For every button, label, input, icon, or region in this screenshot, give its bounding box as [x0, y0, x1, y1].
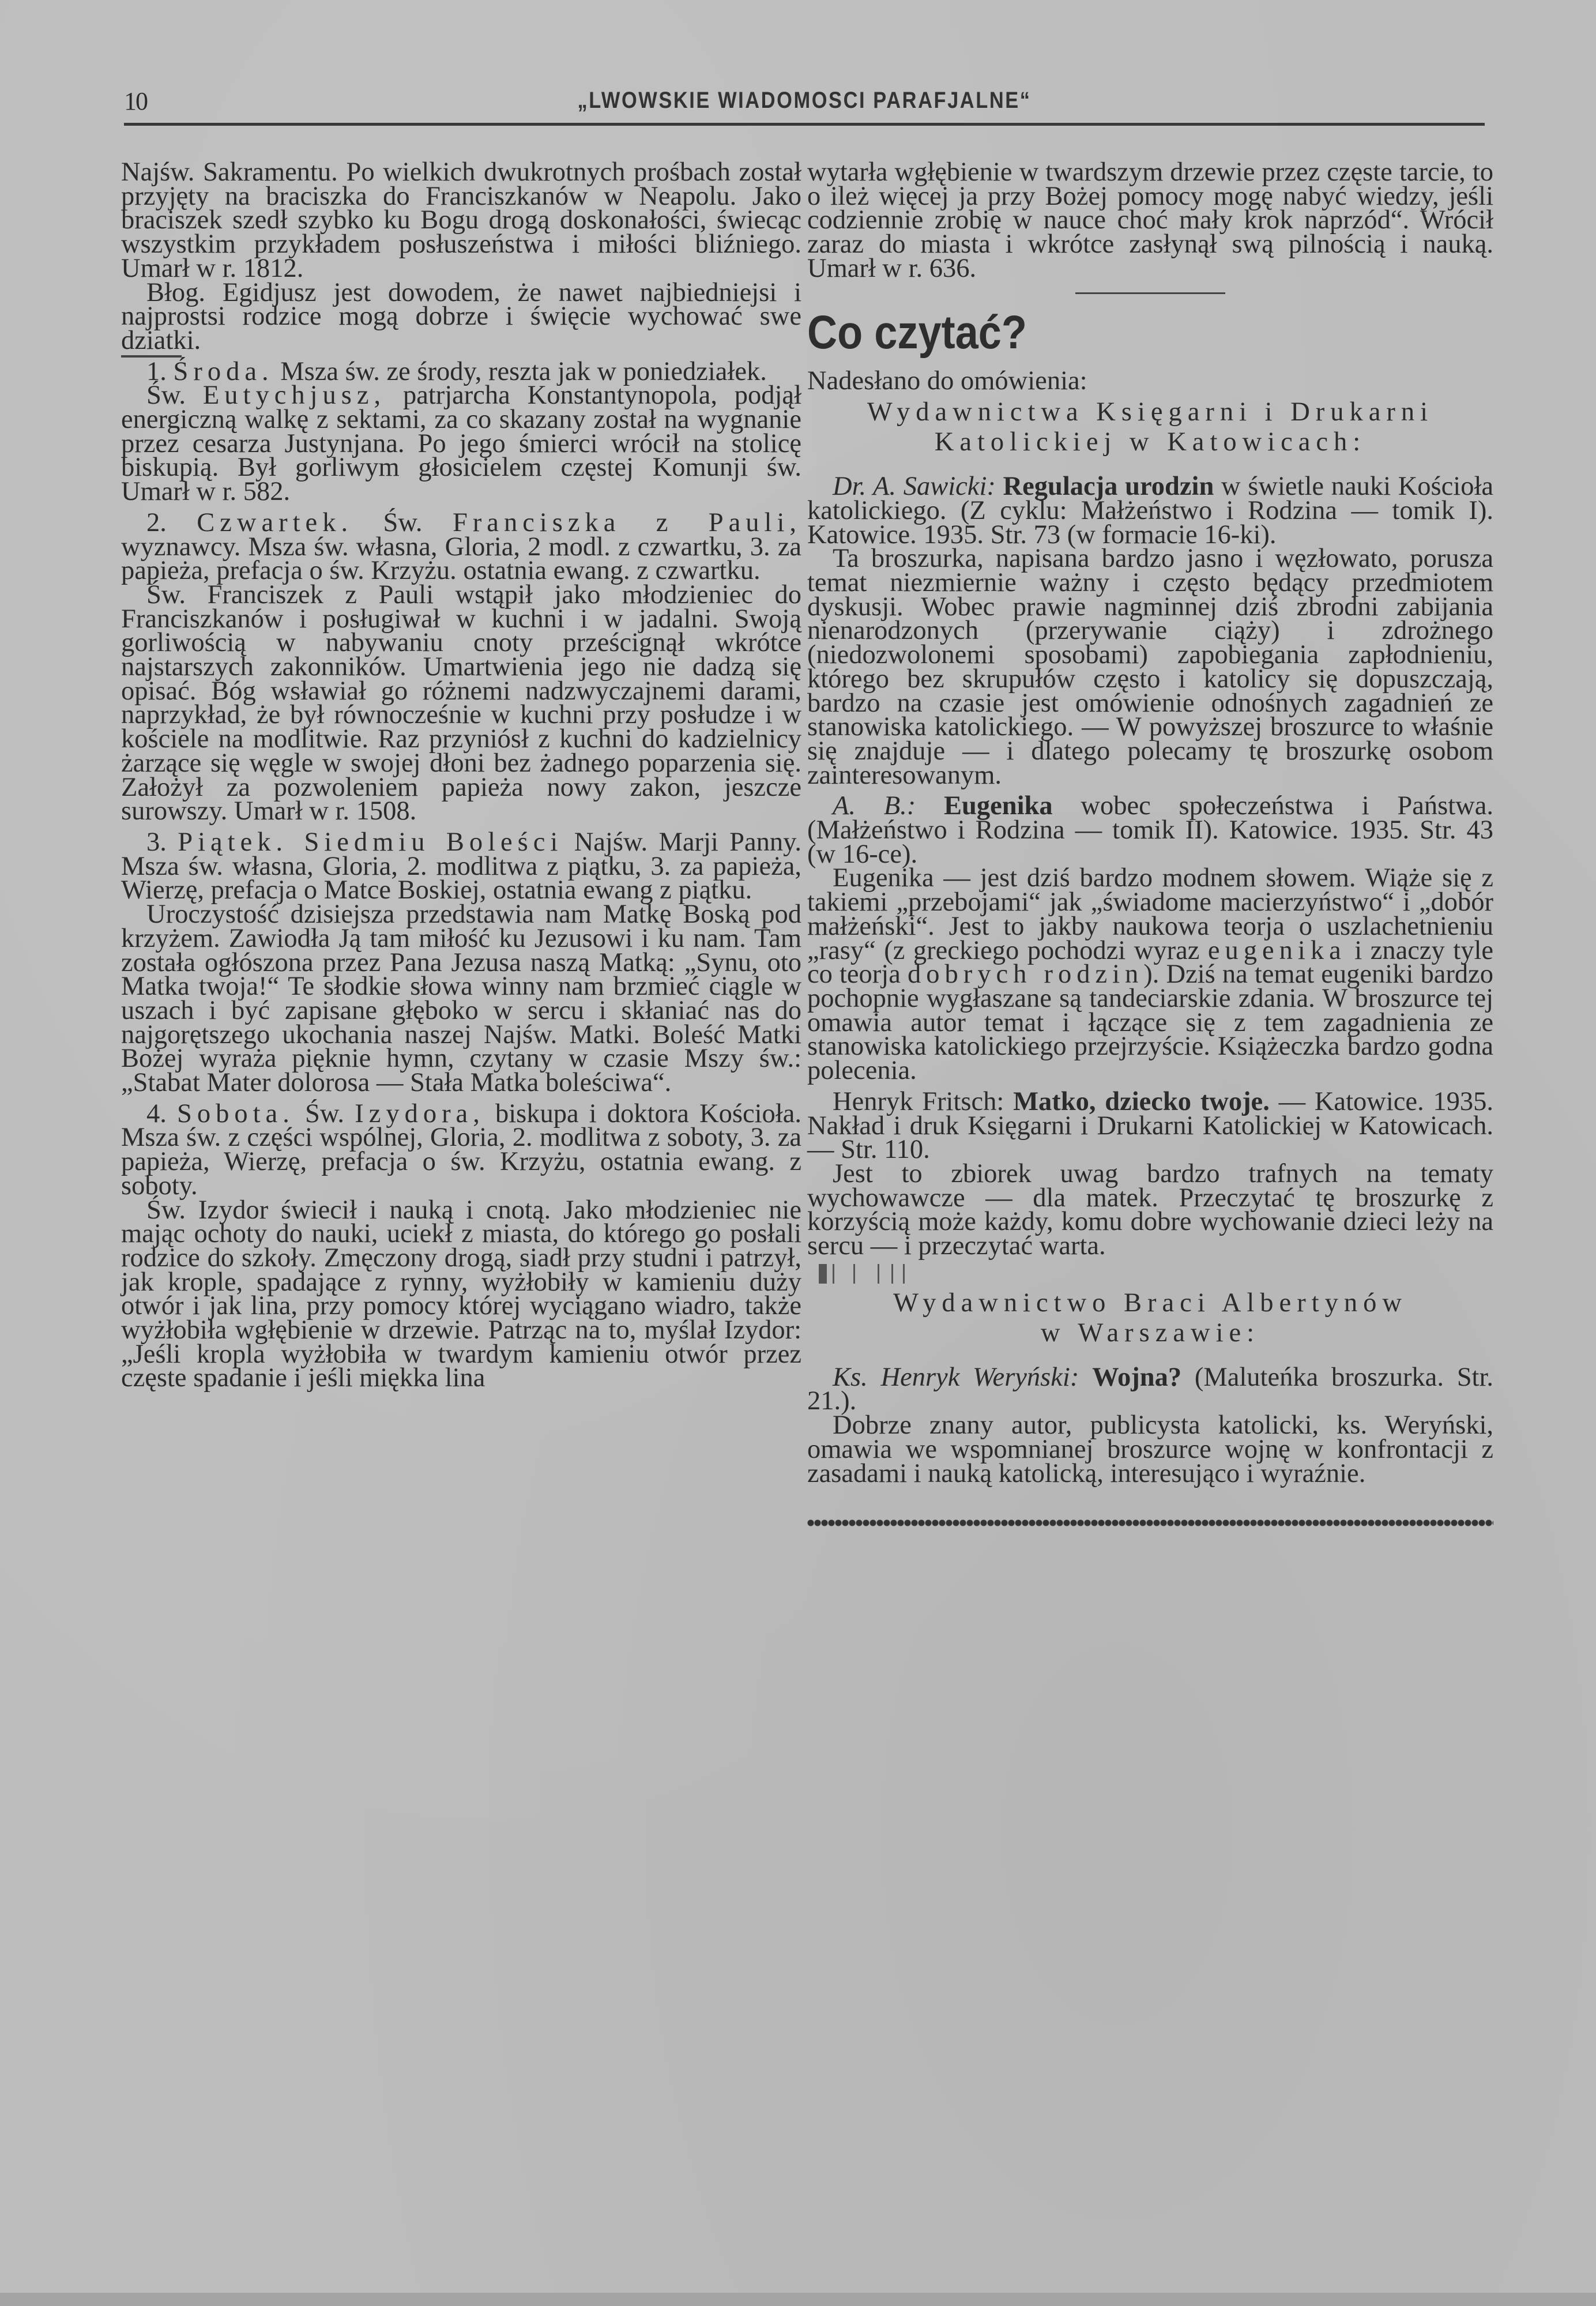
day-liturgy: Najśw. Marji Panny. Msza św. własna, Gloria, 2. modlitwa z piątku, 3. za papieża, Wierzę, prefacja o Matce Boskiej, ostatnia ewang z piątku. [121, 827, 802, 905]
book-title: Regulacja urodzin [1003, 472, 1214, 502]
book-details: — Katowice. 1935. Nakład i druk Księgarni i Drukarni Katolickiej w Katowicach. — Str. 110. [807, 1086, 1494, 1165]
day-number: 1. [146, 356, 167, 386]
day-entry-friday [121, 827, 802, 905]
publisher-name: Wydawnictwo Braci Albertynów [893, 1288, 1407, 1318]
book-title: Eugenika [944, 791, 1053, 821]
book-details: (Maluteńka broszurka. Str. 21.). [807, 1362, 1494, 1416]
submitted-note: Nadesłano do omówienia: [807, 366, 1087, 396]
day-liturgy: wyznawcy. Msza św. własna, Gloria, 2 modl. z czwartku, 3. za papieża, prefacja o św. Krzyżu. ostatnia ewang. z czwartku. [121, 532, 801, 586]
day-name: Czwartek. [197, 507, 353, 537]
book-title: Matko, dziecko twoje. [1013, 1086, 1270, 1116]
publisher-heading-warszawa [807, 1288, 1493, 1348]
scan-edge [0, 2293, 1596, 2306]
book-author: Dr. A. Sawicki: [833, 472, 996, 502]
book-review: Jest to zbiorek uwag bardzo trafnych na tematy wychowawcze — dla matek. Przeczytać tę broszurkę z korzyścią może każdy, komu dobre wychowanie dzieci leży na sercu — i przeczytać warta. [807, 1158, 1493, 1261]
saint-prefix: Św. [383, 507, 423, 537]
day-number: 4. [146, 1099, 167, 1128]
review-text: i znaczy tyle co teorja [807, 935, 1494, 990]
book-title: Wojna? [1092, 1362, 1182, 1392]
book-review [807, 863, 1494, 1086]
day-liturgy: biskupa i doktora Kościoła. Msza św. z części wspólnej, Gloria, 2. modlitwa z soboty, 3. za papieża, Wierzę, prefacja o św. Krzyżu, ostatnia ewang. z soboty. [121, 1099, 801, 1201]
saint-prefix: Św. [304, 1099, 345, 1128]
book-entry-wojna [807, 1362, 1494, 1416]
book-author: Ks. Henryk Weryński: [833, 1362, 1079, 1392]
saint-name: Eutychjusz, [202, 381, 386, 411]
emphasized-term: dobrych rodzin [907, 960, 1144, 990]
journal-title: „LWOWSKIE WIADOMOSCI PARAFJALNE“ [577, 88, 1032, 113]
paragraph-egidjusz-end: Najśw. Sakramentu. Po wielkich dwukrotnych prośbach został przyjęty na braciszka do Franciszkanów w Neapolu. Jako braciszek szedł szybko ku Bogu drogą doskonałości, świecąc wszystkim przykładem posłuszeństwa i miłości bliźniego. Umarł w r. 1812. [121, 157, 801, 283]
paragraph-egidjusz-moral: Błog. Egidjusz jest dowodem, że nawet najbiedniejsi i najprostsi rodzice mogą dobrze i święcie wychować swe dziatki. [121, 277, 801, 355]
book-entry-eugenika [807, 791, 1494, 869]
day-number: 2. [146, 507, 167, 537]
ink-smudge-marks [807, 1264, 1493, 1284]
book-author: A. B.: [833, 791, 916, 821]
emphasized-term: eugenika [1207, 935, 1346, 965]
book-entry-regulacja [807, 472, 1493, 550]
day-number: 3. [146, 827, 167, 857]
saint-name: Franciszka z Pauli, [452, 507, 802, 537]
day-entry-saturday [121, 1099, 801, 1201]
publisher-city: Katolickiej w Katowicach: [934, 427, 1367, 457]
publisher-name: Wydawnictwa Księgarni i Drukarni [867, 397, 1434, 427]
review-text: Eugenika — jest dziś bardzo modnem słowem. Wiąże się z takiemi „przebojami“ jak „świadome macierzyństwo“ i „dobór małżeński“. Jest to jakby naukowa teorja o uszlachetnieniu „rasy“ (z greckiego pochodzi wyraz [807, 863, 1493, 965]
paragraph-franciszek: Św. Franciszek z Pauli wstąpił jako młodzieniec do Franciszkanów i posługiwał w kuchni i w jadalni. Swoją gorliwością w nabywaniu cnoty prześcignął wkrótce najstarszych zakonników. Umartwienia jego nie dadzą się opisać. Bóg wsławiał go różnemi nadzwyczajnemi darami, naprzykład, że był równocześnie w kuchni przy posłudze i w kościele na modlitwie. Raz przyniósł z kuchni do kadzielnicy żarzące się węgle w swojej dłoni bez żadnego poparzenia się. Założył za pozwoleniem papieża nowy zakon, jeszcze surowszy. Umarł w r. 1508. [121, 580, 801, 826]
day-name: Piątek. Siedmiu Boleści [178, 827, 563, 857]
ornamental-rule [807, 1519, 1493, 1527]
book-author: Henryk Fritsch: [833, 1086, 1004, 1116]
paragraph-uroczystosc: Uroczystość dzisiejsza przedstawia nam Matkę Boską pod krzyżem. Zawiodła Ją tam miłość ku Jezusowi i ku nam. Tam została ogłószona przez Pana Jezusa naszą Matką: „Synu, oto Matka twoja!“ Te słodkie słowa winny nam brzmieć ciągle w uszach i być zapisane głęboko w sercu i skłaniać nas do najgorętszego ukochania naszej Najśw. Matki. Boleść Matki Bożej wyraża pięknie hymn, czytany w czasie Mszy św.: „Stabat Mater dolorosa — Stała Matka boleściwa“. [121, 900, 801, 1098]
book-entry-matko [807, 1086, 1494, 1165]
paragraph-izydor-end: wytarła wgłębienie w twardszym drzewie przez częste tarcie, to o ileż więcej ja przy Bożej pomocy mogę nabyć wiedzy, jeśli codziennie zrobię w nauce choć mały krok naprzód“. Wrócił zaraz do miasta i wkrótce zasłynął swą pilnością i nauką. Umarł w r. 636. [807, 157, 1493, 283]
saint-prefix: Św. [146, 381, 186, 411]
saint-bio: patrjarcha Konstantynopola, podjął energiczną walkę z sektami, za co skazany został na wygnanie przez cesarza Justynjana. Po jego śmierci wrócił na stolicę biskupią. Był gorliwym głosicielem częstej Komunji św. Umarł w r. 582. [121, 381, 801, 507]
publisher-city: w Warszawie: [1040, 1318, 1260, 1348]
paragraph-izydor: Św. Izydor świecił i nauką i cnotą. Jako młodzieniec nie mając ochoty do nauki, uciekł z miasta, do którego go posłali rodzice do szkoły. Zmęczony drogą, siadł przy studni i patrzył, jak krople, spadające z rynny, wyżłobiły w kamieniu duży otwór i jak lina, przy pomocy której wyciągano wiadro, także wyżłobiła wgłębienie w drzewie. Patrząc na to, myślał Izydor: „Jeśli kropla wyżłobiła w twardym kamieniu otwór przez częste spadanie i jeśli miękka lina [121, 1195, 801, 1393]
running-head [124, 86, 1485, 121]
review-text: ). Dziś na temat eugeniki bardzo pochopnie wygłaszane są tandeciarskie zdania. W broszurce tej omawia autor temat i łączące się z tem zagadnienia ze stanowiska katolickiego przejrzyście. Książeczka bardzo godna polecenia. [807, 960, 1494, 1086]
section-title: Co czytać? [807, 306, 1027, 359]
day-liturgy: Msza św. ze środy, reszta jak w poniedziałek. [280, 356, 767, 386]
page-number: 10 [124, 87, 147, 115]
header-rule [124, 123, 1485, 126]
day-name: Środa. [173, 356, 274, 386]
left-column [121, 157, 802, 1393]
book-details: w świetle nauki Kościoła katolickiego. (Z cyklu: Małżeństwo i Rodzina — tomik I). Katowice. 1935. Str. 73 (w formacie 16-ki). [807, 472, 1493, 550]
saint-name: Izydora, [355, 1099, 485, 1128]
paragraph-eutychjusz [121, 381, 801, 507]
book-review: Dobrze znany autor, publicysta katolicki, ks. Weryński, omawia we wspomnianej broszurce wojnę w konfrontacji z zasadami i nauką katolicką, interesująco i wyraźnie. [807, 1410, 1493, 1488]
publisher-heading-katowice [807, 397, 1493, 457]
day-entry-thursday [121, 507, 802, 586]
book-details: wobec społeczeństwa i Państwa. (Małżeństwo i Rodzina — tomik II). Katowice. 1935. Str. 43 (w 16-ce). [807, 791, 1494, 869]
book-review: Ta broszurka, napisana bardzo jasno i węzłowato, porusza temat niezmiernie ważny i często będący przedmiotem dyskusji. Wobec prawie nagminnej dziś zbrodni zabijania nienarodzonych (przerywanie ciąży) i zdrożnego (niedozwolonemi sposobami) zapobiegania zapłodnieniu, którego bez skrupułów często i katolicy się dopuszczają, bardzo na czasie jest omówienie odnośnych zagadnień ze stanowiska katolickiego. — W powyższej broszurce to właśnie się znajduje — i dlatego polecamy tę broszurkę osobom zainteresowanym. [807, 544, 1493, 790]
right-column [807, 157, 1494, 1527]
separator-rule [1075, 292, 1225, 294]
day-name: Sobota. [177, 1099, 295, 1128]
